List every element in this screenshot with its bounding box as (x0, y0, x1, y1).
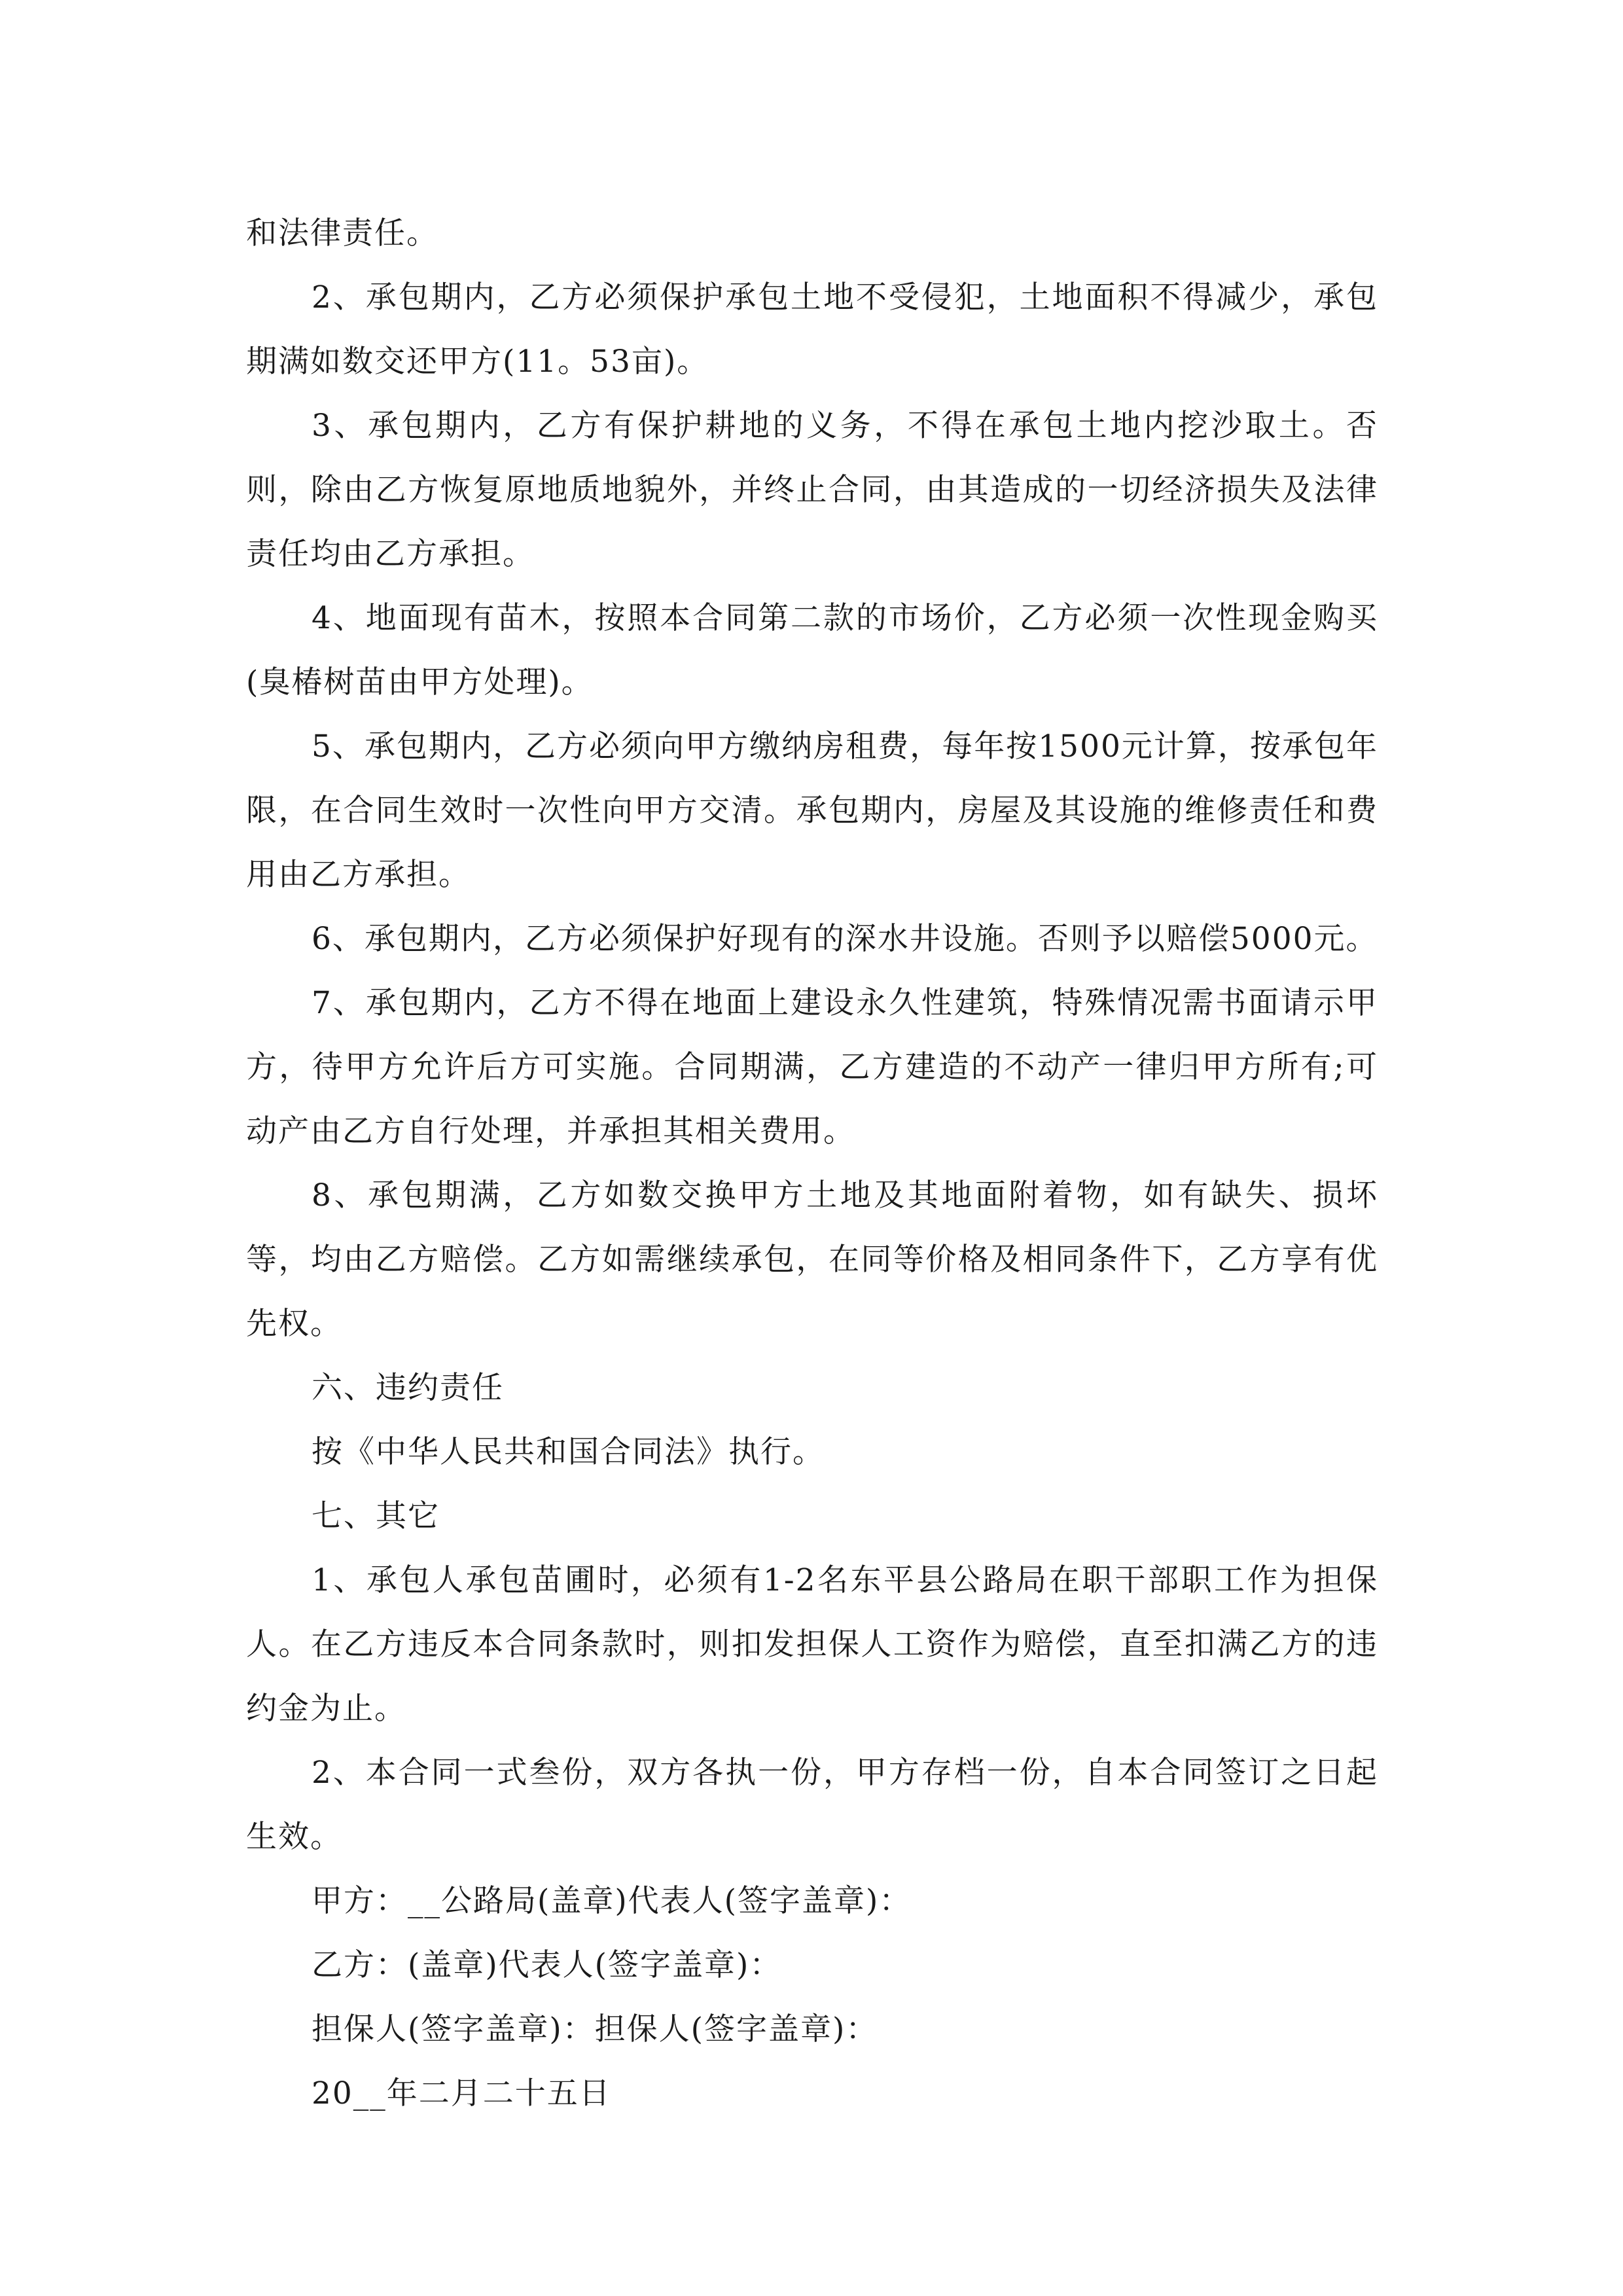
clause-4-seedlings: 4、地面现有苗木，按照本合同第二款的市场价，乙方必须一次性现金购买(臭椿树苗由甲方处理)。 (246, 600, 1378, 700)
section-6-body: 按《中华人民共和国合同法》执行。 (312, 1434, 825, 1470)
clause-7-buildings: 7、承包期内，乙方不得在地面上建设永久性建筑，特殊情况需书面请示甲方，待甲方允许后方可实施。合同期满，乙方建造的不动产一律归甲方所有;可动产由乙方自行处理，并承担其相关费用。 (246, 985, 1378, 1149)
other-clause-1-guarantor: 1、承包人承包苗圃时，必须有1-2名东平县公路局在职干部职工作为担保人。在乙方违反本合同条款时，则扣发担保人工资作为赔偿，直至扣满乙方的违约金为止。 (246, 1562, 1378, 1727)
signature-guarantors: 担保人(签字盖章)：担保人(签字盖章)： (312, 2011, 878, 2047)
clause-2-land-protection: 2、承包期内，乙方必须保护承包土地不受侵犯，土地面积不得减少，承包期满如数交还甲方(11。53亩)。 (246, 279, 1378, 380)
document-body (246, 202, 1378, 2126)
clause-3-farmland-duty: 3、承包期内，乙方有保护耕地的义务，不得在承包土地内挖沙取土。否则，除由乙方恢复原地质地貌外，并终止合同，由其造成的一切经济损失及法律责任均由乙方承担。 (246, 408, 1378, 572)
signature-party-a: 甲方：__公路局(盖章)代表人(签字盖章)： (312, 1883, 912, 1919)
signature-date: 20__年二月二十五日 (312, 2075, 611, 2111)
clause-6-well: 6、承包期内，乙方必须保护好现有的深水井设施。否则予以赔偿5000元。 (312, 921, 1378, 957)
section-7-heading: 七、其它 (312, 1498, 440, 1534)
signature-party-b: 乙方：(盖章)代表人(签字盖章)： (312, 1947, 782, 1983)
clause-8-return: 8、承包期满，乙方如数交换甲方土地及其地面附着物，如有缺失、损坏等，均由乙方赔偿。乙方如需继续承包，在同等价格及相同条件下，乙方享有优先权。 (246, 1177, 1378, 1342)
other-clause-2-copies: 2、本合同一式叁份，双方各执一份，甲方存档一份，自本合同签订之日起生效。 (246, 1755, 1378, 1855)
section-6-heading: 六、违约责任 (312, 1370, 504, 1406)
clause-5-rent: 5、承包期内，乙方必须向甲方缴纳房租费，每年按1500元计算，按承包年限，在合同生效时一次性向甲方交清。承包期内，房屋及其设施的维修责任和费用由乙方承担。 (246, 728, 1378, 893)
paragraph-liability-end: 和法律责任。 (246, 215, 438, 251)
